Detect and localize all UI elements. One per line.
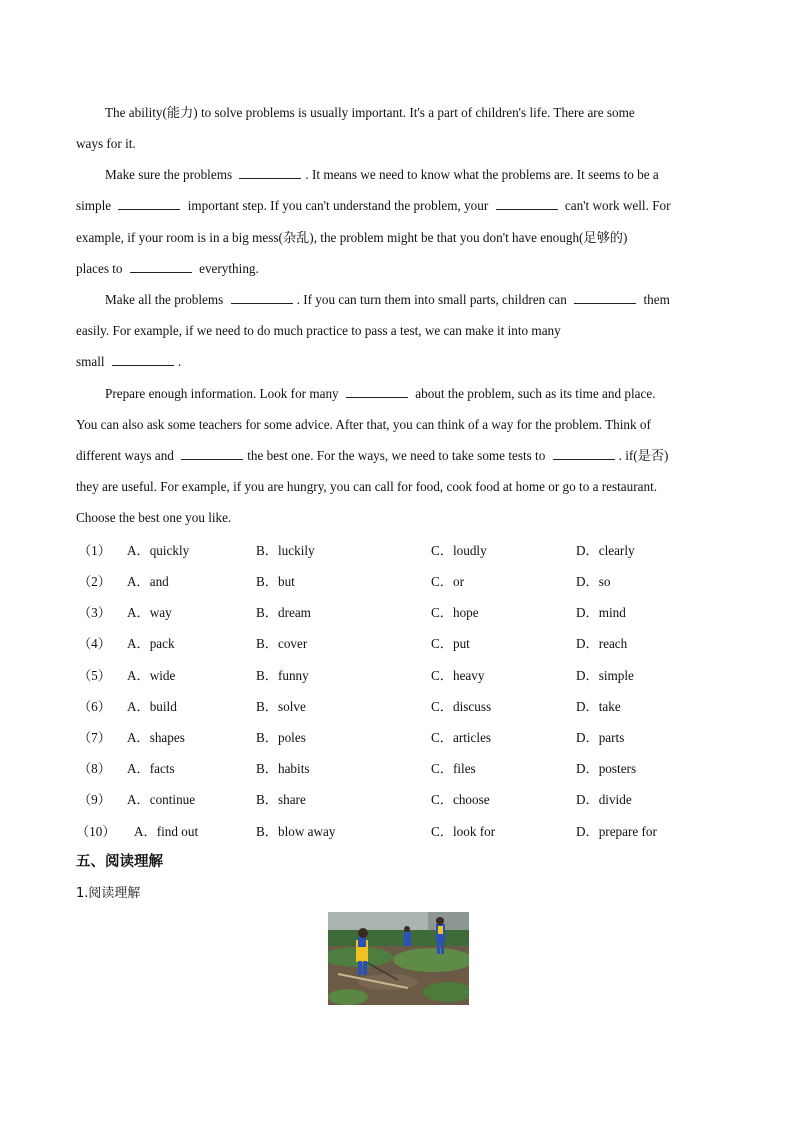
answer-blank-4[interactable] [130,260,192,273]
question-number: （2） [78,574,111,589]
passage-line [76,134,136,154]
option-d[interactable]: D．reach [576,636,628,651]
option-a[interactable]: A．continue [127,792,196,807]
question-row [76,821,756,841]
passage-line [76,477,657,497]
section-subheading: 1.阅读理解 [76,886,141,901]
question-row [76,789,756,809]
passage-text: Make sure the problems [105,167,233,182]
option-b[interactable]: B．luckily [256,543,315,558]
passage-text: can't work well. For [564,198,671,213]
passage-line [76,228,627,248]
passage-line [76,196,671,216]
option-c[interactable]: C．heavy [431,668,485,683]
section-heading: 五、阅读理解 [76,854,163,870]
passage-text: The ability(能力) to solve problems is usually important. It's a part of children's life. There are some [105,105,635,120]
option-c[interactable]: C．choose [431,792,490,807]
answer-blank-5[interactable] [231,291,293,304]
question-row [76,758,756,778]
passage-line [105,103,635,123]
passage-line [76,352,181,372]
option-a[interactable]: A．pack [127,636,175,651]
passage-text: . [177,354,182,369]
passage-text: important step. If you can't understand the problem, your [187,198,489,213]
passage-text: different ways and [76,448,174,463]
option-b[interactable]: B．dream [256,605,311,620]
answer-blank-8[interactable] [346,385,408,398]
option-a[interactable]: A．find out [134,824,199,839]
option-b[interactable]: B．funny [256,668,309,683]
option-c[interactable]: C．look for [431,824,496,839]
option-b[interactable]: B．cover [256,636,308,651]
passage-text: Make all the problems [105,292,224,307]
option-c[interactable]: C．discuss [431,699,492,714]
option-c[interactable]: C．loudly [431,543,487,558]
question-number: （6） [78,699,111,714]
option-a[interactable]: A．quickly [127,543,190,558]
option-b[interactable]: B．blow away [256,824,336,839]
passage-text: about the problem, such as its time and place. [415,386,656,401]
passage-text: small [76,354,105,369]
passage-line [76,508,231,528]
question-row [76,633,756,653]
passage-text: example, if your room is in a big mess(杂乱), the problem might be that you don't have enough(足够的) [76,230,628,245]
option-c[interactable]: C．or [431,574,464,589]
passage-text: . if(是否) [618,448,669,463]
passage-text: easily. For example, if we need to do much practice to pass a test, we can make it into many [76,323,561,338]
passage-text: places to [76,261,123,276]
passage-text: Choose the best one you like. [76,510,232,525]
option-b[interactable]: B．habits [256,761,310,776]
answer-blank-6[interactable] [574,291,636,304]
garden-photo-image [328,912,469,1005]
question-number: （8） [78,761,111,776]
option-c[interactable]: C．hope [431,605,479,620]
garden-photo [328,912,469,1005]
option-a[interactable]: A．way [127,605,172,620]
question-row [76,571,756,591]
question-number: （7） [78,730,111,745]
answer-blank-2[interactable] [118,197,180,210]
option-d[interactable]: D．mind [576,605,626,620]
passage-line [76,259,259,279]
passage-text: they are useful. For example, if you are hungry, you can call for food, cook food at home or go to a restaurant. [76,479,658,494]
option-b[interactable]: B．but [256,574,295,589]
passage-text: them [643,292,670,307]
option-d[interactable]: D．divide [576,792,632,807]
passage-line [76,415,651,435]
question-row [76,602,756,622]
option-a[interactable]: A．wide [127,668,176,683]
passage-line [76,321,561,341]
option-a[interactable]: A．build [127,699,177,714]
option-d[interactable]: D．prepare for [576,824,657,839]
question-number: （5） [78,668,111,683]
option-a[interactable]: A．shapes [127,730,185,745]
passage-text: . If you can turn them into small parts, children can [296,292,567,307]
option-a[interactable]: A．and [127,574,169,589]
passage-text: simple [76,198,112,213]
option-d[interactable]: D．clearly [576,543,635,558]
answer-blank-10[interactable] [553,447,615,460]
passage-line [76,446,668,466]
answer-blank-3[interactable] [496,197,558,210]
passage-text: You can also ask some teachers for some advice. After that, you can think of a way for the problem. Think of [76,417,651,432]
passage-text: ways for it. [76,136,136,151]
option-d[interactable]: D．parts [576,730,625,745]
question-row [76,540,756,560]
question-number: （4） [78,636,111,651]
question-number: （1） [78,543,111,558]
passage-line [105,290,670,310]
answer-blank-9[interactable] [181,447,243,460]
question-row [76,727,756,747]
option-d[interactable]: D．so [576,574,611,589]
option-c[interactable]: C．put [431,636,470,651]
option-b[interactable]: B．share [256,792,306,807]
option-b[interactable]: B．poles [256,730,306,745]
question-row [76,696,756,716]
answer-blank-1[interactable] [239,166,301,179]
passage-text: the best one. For the ways, we need to take some tests to [247,448,546,463]
option-d[interactable]: D．posters [576,761,637,776]
passage-text: Prepare enough information. Look for many [105,386,339,401]
option-c[interactable]: C．articles [431,730,492,745]
option-d[interactable]: D．take [576,699,621,714]
answer-blank-7[interactable] [112,353,174,366]
passage-line [105,384,656,404]
question-number: （3） [78,605,111,620]
option-d[interactable]: D．simple [576,668,634,683]
passage-text: everything. [199,261,259,276]
question-row [76,665,756,685]
option-a[interactable]: A．facts [127,761,175,776]
option-c[interactable]: C．files [431,761,476,776]
option-b[interactable]: B．solve [256,699,306,714]
question-number: （9） [78,792,111,807]
passage-text: . It means we need to know what the problems are. It seems to be a [305,167,659,182]
passage-line [105,165,659,185]
question-number: （10） [76,824,116,839]
